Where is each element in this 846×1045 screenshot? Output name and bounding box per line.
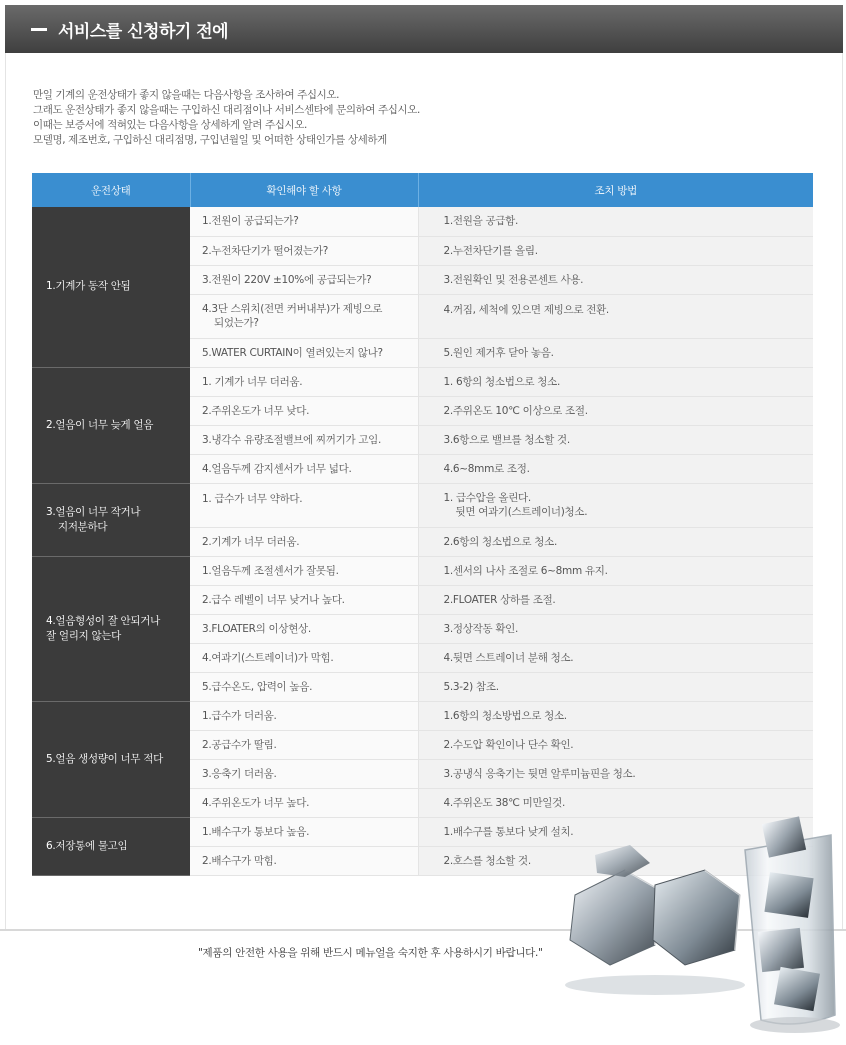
state-cell: 5.얼음 생성량이 너무 적다: [32, 701, 190, 817]
action-cell: 5.원인 제거후 닫아 놓음.: [418, 338, 813, 367]
action-cell: 2.6항의 청소법으로 청소.: [418, 527, 813, 556]
page-title: 서비스를 신청하기 전에: [58, 22, 229, 42]
check-cell: 3.응축기 더러움.: [190, 759, 418, 788]
check-cell: 2.공급수가 딸림.: [190, 730, 418, 759]
state-cell: 3.얼음이 너무 작거나 지저분하다: [32, 483, 190, 556]
action-cell: 4.뒷면 스트레이너 분해 청소.: [418, 643, 813, 672]
intro-line: 이때는 보증서에 적혀있는 다음사항을 상세하게 알려 주십시오.: [33, 119, 307, 131]
page-header: [5, 5, 843, 53]
action-cell: 1.배수구를 통보다 낮게 설치.: [418, 817, 813, 846]
frame-right-border: [842, 53, 843, 929]
check-cell: 2.급수 레벨이 너무 낮거나 높다.: [190, 585, 418, 614]
table-row: [32, 367, 813, 396]
state-cell: 2.얼음이 너무 늦게 얼음: [32, 367, 190, 483]
action-cell: 1. 6항의 청소법으로 청소.: [418, 367, 813, 396]
column-header-state: 운전상태: [32, 173, 190, 207]
intro-line: 모델명, 제조번호, 구입하신 대리점명, 구입년월일 및 어떠한 상태인가를 상세하게: [33, 134, 387, 146]
action-cell: 2.누전차단기를 올림.: [418, 236, 813, 265]
column-header-action: 조치 방법: [418, 173, 813, 207]
state-cell: 6.저장통에 물고임: [32, 817, 190, 875]
usage-notice: "제품의 안전한 사용을 위해 반드시 메뉴얼을 숙지한 후 사용하시기 바랍니다.": [198, 947, 543, 959]
intro-text: [33, 88, 420, 148]
check-cell: 5.WATER CURTAIN이 열려있는지 않나?: [190, 338, 418, 367]
state-cell: 4.얼음형성이 잘 안되거나 잘 얼리지 않는다: [32, 556, 190, 701]
check-cell: 3.전원이 220V ±10%에 공급되는가?: [190, 265, 418, 294]
table-row: [32, 556, 813, 585]
action-cell: 3.정상작동 확인.: [418, 614, 813, 643]
table-row: [32, 207, 813, 236]
action-cell: 3.전원확인 및 전용콘센트 사용.: [418, 265, 813, 294]
check-cell: 4.여과기(스트레이너)가 막힘.: [190, 643, 418, 672]
dash-icon: [31, 28, 47, 31]
action-cell: 4.꺼짐, 세척에 있으면 제빙으로 전환.: [418, 294, 813, 338]
check-cell: 1.전원이 공급되는가?: [190, 207, 418, 236]
state-cell: 1.기계가 동작 안됨: [32, 207, 190, 367]
action-cell: 1.전원을 공급함.: [418, 207, 813, 236]
action-cell: 2.주위온도 10℃ 이상으로 조절.: [418, 396, 813, 425]
action-cell: 4.6~8mm로 조정.: [418, 454, 813, 483]
check-cell: 1.배수구가 통보다 높음.: [190, 817, 418, 846]
column-header-check: 확인해야 할 사항: [190, 173, 418, 207]
check-cell: 2.누전차단기가 떨어졌는가?: [190, 236, 418, 265]
table-row: [32, 701, 813, 730]
check-cell: 4.3단 스위치(전면 커버내부)가 제빙으로 되었는가?: [190, 294, 418, 338]
check-cell: 3.FLOATER의 이상현상.: [190, 614, 418, 643]
check-cell: 1. 기계가 너무 더러움.: [190, 367, 418, 396]
check-cell: 5.급수온도, 압력이 높음.: [190, 672, 418, 701]
intro-line: 만일 기계의 운전상태가 좋지 않을때는 다음사항을 조사하여 주십시오.: [33, 89, 340, 101]
action-cell: 3.공냉식 응축기는 뒷면 알루미늄핀을 청소.: [418, 759, 813, 788]
intro-line: 그래도 운전상태가 좋지 않을때는 구입하신 대리점이나 서비스센타에 문의하여 주십시오.: [33, 104, 420, 116]
action-cell: 4.주위온도 38℃ 미만일것.: [418, 788, 813, 817]
table-row: [32, 483, 813, 527]
check-cell: 1. 급수가 너무 약하다.: [190, 483, 418, 527]
check-cell: 1.얼음두께 조절센서가 잘못됨.: [190, 556, 418, 585]
check-cell: 1.급수가 더러움.: [190, 701, 418, 730]
action-cell: 2.호스를 청소할 것.: [418, 846, 813, 875]
check-cell: 3.냉각수 유량조절밸브에 찌꺼기가 고임.: [190, 425, 418, 454]
frame-left-border: [5, 53, 6, 929]
check-cell: 2.배수구가 막힘.: [190, 846, 418, 875]
troubleshooting-table: [32, 173, 813, 876]
action-cell: 1.센서의 나사 조절로 6~8mm 유지.: [418, 556, 813, 585]
action-cell: 2.수도압 확인이나 단수 확인.: [418, 730, 813, 759]
ice-glass-illustration: [555, 815, 846, 1045]
check-cell: 2.주위온도가 너무 낮다.: [190, 396, 418, 425]
action-cell: 5.3-2) 참조.: [418, 672, 813, 701]
check-cell: 4.얼음두께 감지센서가 너무 넓다.: [190, 454, 418, 483]
action-cell: 1.6항의 청소방법으로 청소.: [418, 701, 813, 730]
check-cell: 4.주위온도가 너무 높다.: [190, 788, 418, 817]
action-cell: 1. 급수압을 올린다. 뒷면 여과기(스트레이너)청소.: [418, 483, 813, 527]
action-cell: 2.FLOATER 상하를 조절.: [418, 585, 813, 614]
check-cell: 2.기계가 너무 더러움.: [190, 527, 418, 556]
action-cell: 3.6항으로 밸브를 청소할 것.: [418, 425, 813, 454]
